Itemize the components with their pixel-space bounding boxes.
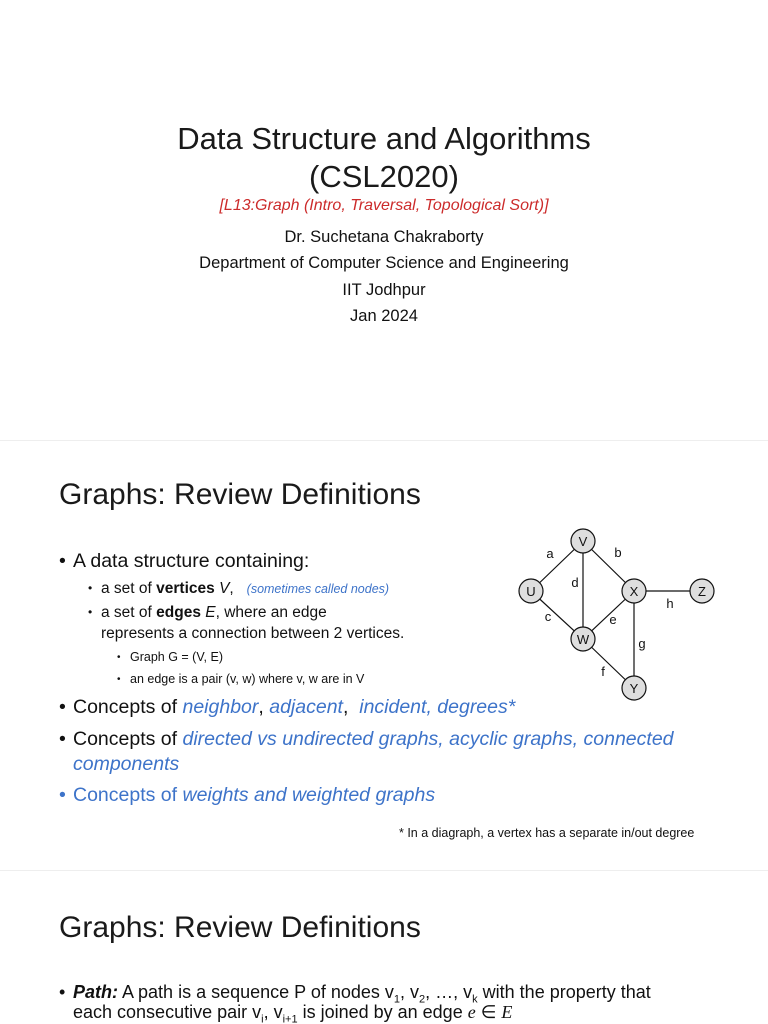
- edge-label-h: h: [666, 596, 674, 611]
- bullet-dot: •: [117, 674, 121, 685]
- edge-label-g: g: [638, 636, 646, 651]
- sub-bullet-vertices: • a set of vertices V, (sometimes called nodes): [88, 580, 390, 597]
- sub-bullet-edges-line2: represents a connection between 2 vertices.: [101, 625, 405, 642]
- slide3-heading: Graphs: Review Definitions: [59, 911, 421, 944]
- edge-label-d: d: [571, 575, 579, 590]
- bullet-dot: •: [59, 696, 66, 718]
- vertices-note: (sometimes called nodes): [246, 582, 390, 596]
- bullet-concepts-directed: • Concepts of directed vs undirected graphs, acyclic graphs, connected: [59, 728, 674, 750]
- slide1-department: Department of Computer Science and Engineering: [199, 254, 569, 272]
- degree-footnote: * In a diagraph, a vertex has a separate in/out degree: [399, 826, 695, 840]
- bullet-dot: •: [59, 982, 66, 1002]
- path-definition-line2: each consecutive pair $v_i$, $v_{i+1}$ is joined by an edge e ∈ E: [73, 1002, 513, 1024]
- edge-label-b: b: [614, 545, 622, 560]
- bullet-concepts-neighbor: • Concepts of neighbor, adjacent, incident, degrees*: [59, 696, 516, 718]
- node-label-X: X: [629, 584, 639, 599]
- slide-separator: [0, 440, 768, 441]
- slide1-institute: IIT Jodhpur: [342, 281, 426, 299]
- bullet-dot: •: [59, 728, 66, 750]
- slide1-title-line2: (CSL2020): [309, 159, 459, 194]
- bullet-concepts-directed-line2: components: [73, 753, 180, 775]
- slide1-date: Jan 2024: [350, 307, 418, 325]
- slide1-title-line1: Data Structure and Algorithms: [177, 121, 591, 156]
- bullet-dot: •: [59, 784, 66, 806]
- bullet-data-structure: • A data structure containing:: [59, 550, 310, 572]
- slide1-author: Dr. Suchetana Chakraborty: [284, 228, 484, 246]
- slide-separator: [0, 870, 768, 871]
- edge-label-c: c: [544, 609, 552, 624]
- edge-label-a: a: [546, 546, 554, 561]
- node-label-U: U: [526, 584, 536, 599]
- slide1-subtitle: [L13:Graph (Intro, Traversal, Topological Sort)]: [219, 197, 549, 214]
- node-label-V: V: [578, 534, 588, 549]
- subsub-bullet-graph: • Graph G = (V, E): [117, 650, 223, 664]
- subsub-bullet-edge-pair: • an edge is a pair (v, w) where v, w are in V: [117, 672, 365, 686]
- bullet-concepts-weights: • Concepts of weights and weighted graphs: [59, 784, 436, 806]
- edge-label-f: f: [601, 664, 605, 679]
- bullet-dot: •: [117, 652, 121, 663]
- node-label-Z: Z: [698, 584, 706, 599]
- edge-label-e: e: [609, 612, 617, 627]
- graph-diagram: [500, 520, 730, 710]
- bullet-dot: •: [88, 605, 93, 619]
- node-label-W: W: [576, 632, 590, 647]
- slide2-heading: Graphs: Review Definitions: [59, 478, 421, 511]
- node-label-Y: Y: [629, 681, 639, 696]
- sub-bullet-edges: • a set of edges E, where an edge: [88, 604, 327, 621]
- bullet-dot: •: [88, 581, 93, 595]
- bullet-dot: •: [59, 550, 66, 572]
- path-definition-line1: • Path: A path is a sequence P of nodes $v_1$, $v_2$, …, $v_k$ with the property that: [59, 982, 651, 1006]
